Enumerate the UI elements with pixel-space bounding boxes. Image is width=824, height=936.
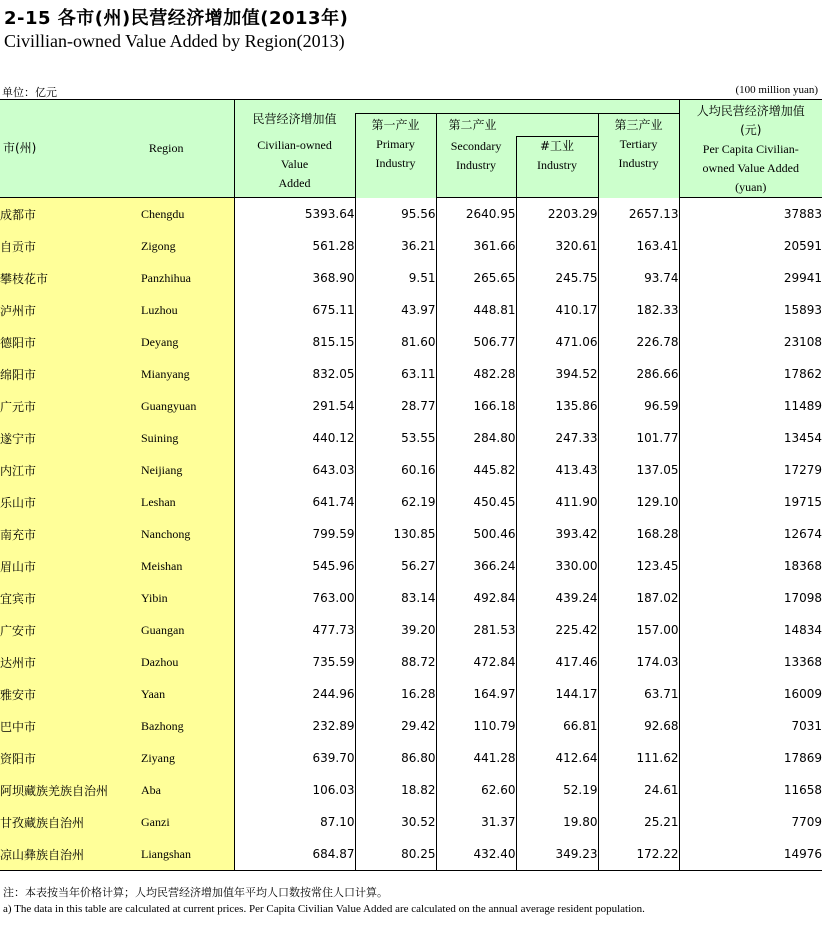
row-region-en: Liangshan [141,838,234,871]
cell-per-capita: 18368 [679,550,822,582]
cell-secondary: 2640.95 [436,198,516,231]
cell-tertiary: 63.71 [598,678,679,710]
header-secondary-en-1: Secondary [450,138,502,153]
cell-total: 232.89 [234,710,355,742]
row-name-cn: 资阳市 [0,742,141,774]
header-percap-cn-2: (元) [740,123,762,137]
cell-per-capita: 29941 [679,262,822,294]
row-name-cn: 阿坝藏族羌族自治州 [0,774,141,806]
cell-primary: 29.42 [355,710,436,742]
row-name-cn: 绵阳市 [0,358,141,390]
cell-secondary: 166.18 [436,390,516,422]
cell-tertiary: 187.02 [598,582,679,614]
cell-per-capita: 14834 [679,614,822,646]
cell-per-capita: 17279 [679,454,822,486]
table-row [0,582,822,614]
cell-secondary: 448.81 [436,294,516,326]
data-table [0,99,822,871]
row-name-cn: 乐山市 [0,486,141,518]
footnote-en: a) The data in this table are calculated at current prices. Per Capita Civilian Value Added are calculated on the annual average resident population. [3,903,645,915]
cell-industry: 394.52 [516,358,598,390]
cell-primary: 80.25 [355,838,436,871]
table-row [0,326,822,358]
cell-per-capita: 12674 [679,518,822,550]
cell-total: 641.74 [234,486,355,518]
cell-primary: 88.72 [355,646,436,678]
header-primary-en-2: Industry [375,156,416,170]
table-row [0,358,822,390]
row-name-cn: 广元市 [0,390,141,422]
row-name-cn: 泸州市 [0,294,141,326]
cell-secondary: 492.84 [436,582,516,614]
cell-per-capita: 13368 [679,646,822,678]
cell-secondary: 445.82 [436,454,516,486]
cell-total: 106.03 [234,774,355,806]
table-row [0,774,822,806]
cell-industry: 410.17 [516,294,598,326]
cell-primary: 130.85 [355,518,436,550]
row-name-cn: 遂宁市 [0,422,141,454]
cell-per-capita: 7709 [679,806,822,838]
cell-primary: 81.60 [355,326,436,358]
cell-secondary: 110.79 [436,710,516,742]
row-region-en: Guangan [141,614,234,646]
cell-industry: 349.23 [516,838,598,871]
header-total-cn: 民营经济增加值 [252,112,337,126]
header-region-en: Region [148,141,184,155]
cell-secondary: 432.40 [436,838,516,871]
cell-tertiary: 168.28 [598,518,679,550]
cell-secondary: 482.28 [436,358,516,390]
cell-tertiary: 101.77 [598,422,679,454]
cell-total: 368.90 [234,262,355,294]
row-region-en: Neijiang [141,454,234,486]
table-row [0,518,822,550]
cell-primary: 18.82 [355,774,436,806]
table-row [0,230,822,262]
cell-industry: 245.75 [516,262,598,294]
cell-secondary: 284.80 [436,422,516,454]
cell-secondary: 506.77 [436,326,516,358]
cell-primary: 43.97 [355,294,436,326]
cell-total: 735.59 [234,646,355,678]
cell-industry: 144.17 [516,678,598,710]
table-row [0,550,822,582]
cell-tertiary: 157.00 [598,614,679,646]
cell-total: 291.54 [234,390,355,422]
row-name-cn: 巴中市 [0,710,141,742]
cell-tertiary: 111.62 [598,742,679,774]
cell-total: 832.05 [234,358,355,390]
cell-per-capita: 11658 [679,774,822,806]
cell-tertiary: 182.33 [598,294,679,326]
cell-total: 87.10 [234,806,355,838]
header-secondary-cn: 第二产业 [448,117,497,132]
table-row [0,454,822,486]
unit-label-en: (100 million yuan) [735,84,818,96]
cell-total: 799.59 [234,518,355,550]
table-row [0,486,822,518]
cell-tertiary: 129.10 [598,486,679,518]
row-region-en: Guangyuan [141,390,234,422]
table-row [0,678,822,710]
cell-primary: 56.27 [355,550,436,582]
row-name-cn: 甘孜藏族自治州 [0,806,141,838]
table-row [0,646,822,678]
cell-total: 5393.64 [234,198,355,231]
cell-total: 440.12 [234,422,355,454]
header-percap-en-1: Per Capita Civilian- [702,142,799,156]
header-secondary-en-2: Industry [456,157,497,172]
table-row [0,742,822,774]
cell-industry: 2203.29 [516,198,598,231]
cell-secondary: 164.97 [436,678,516,710]
header-percap-cn-1: 人均民营经济增加值 [696,104,805,118]
cell-per-capita: 37883 [679,198,822,231]
header-tertiary-en-1: Tertiary [619,137,658,151]
row-region-en: Ganzi [141,806,234,838]
cell-tertiary: 174.03 [598,646,679,678]
header-total-en-1: Civilian-owned [257,138,332,152]
row-region-en: Yibin [141,582,234,614]
cell-secondary: 450.45 [436,486,516,518]
cell-total: 684.87 [234,838,355,871]
page-title-en: Civillian-owned Value Added by Region(2013) [4,31,345,51]
cell-primary: 28.77 [355,390,436,422]
cell-industry: 411.90 [516,486,598,518]
cell-primary: 83.14 [355,582,436,614]
row-name-cn: 达州市 [0,646,141,678]
table-row [0,614,822,646]
cell-tertiary: 96.59 [598,390,679,422]
cell-primary: 9.51 [355,262,436,294]
table-row [0,390,822,422]
row-name-cn: 宜宾市 [0,582,141,614]
cell-primary: 30.52 [355,806,436,838]
cell-tertiary: 172.22 [598,838,679,871]
cell-secondary: 265.65 [436,262,516,294]
row-region-en: Luzhou [141,294,234,326]
cell-secondary: 62.60 [436,774,516,806]
cell-tertiary: 25.21 [598,806,679,838]
row-region-en: Meishan [141,550,234,582]
cell-per-capita: 15893 [679,294,822,326]
cell-total: 643.03 [234,454,355,486]
cell-secondary: 500.46 [436,518,516,550]
cell-per-capita: 7031 [679,710,822,742]
cell-industry: 413.43 [516,454,598,486]
header-tertiary-en-2: Industry [618,156,659,170]
row-region-en: Yaan [141,678,234,710]
unit-label-cn: 单位：亿元 [2,86,57,99]
cell-industry: 439.24 [516,582,598,614]
cell-total: 763.00 [234,582,355,614]
cell-per-capita: 23108 [679,326,822,358]
cell-total: 545.96 [234,550,355,582]
cell-total: 675.11 [234,294,355,326]
cell-industry: 417.46 [516,646,598,678]
table-row [0,710,822,742]
row-region-en: Bazhong [141,710,234,742]
cell-total: 477.73 [234,614,355,646]
cell-primary: 36.21 [355,230,436,262]
table-row [0,806,822,838]
header-percap-en-2: owned Value Added [702,161,799,175]
header-primary-en-1: Primary [376,137,415,151]
table-row [0,262,822,294]
row-region-en: Aba [141,774,234,806]
cell-primary: 60.16 [355,454,436,486]
cell-industry: 225.42 [516,614,598,646]
cell-industry: 66.81 [516,710,598,742]
cell-per-capita: 19715 [679,486,822,518]
cell-industry: 471.06 [516,326,598,358]
row-name-cn: 广安市 [0,614,141,646]
cell-per-capita: 17098 [679,582,822,614]
cell-per-capita: 17862 [679,358,822,390]
row-name-cn: 眉山市 [0,550,141,582]
cell-industry: 330.00 [516,550,598,582]
cell-primary: 86.80 [355,742,436,774]
row-name-cn: 南充市 [0,518,141,550]
cell-secondary: 366.24 [436,550,516,582]
row-region-en: Dazhou [141,646,234,678]
cell-secondary: 31.37 [436,806,516,838]
row-region-en: Nanchong [141,518,234,550]
row-name-cn: 雅安市 [0,678,141,710]
cell-total: 815.15 [234,326,355,358]
cell-per-capita: 16009 [679,678,822,710]
cell-per-capita: 20591 [679,230,822,262]
header-tertiary-cn: 第三产业 [614,118,663,132]
row-name-cn: 内江市 [0,454,141,486]
cell-tertiary: 92.68 [598,710,679,742]
cell-secondary: 361.66 [436,230,516,262]
header-total-en-3: Added [278,176,311,190]
row-name-cn: 凉山彝族自治州 [0,838,141,871]
row-name-cn: 成都市 [0,198,141,231]
header-primary-cn: 第一产业 [371,118,420,132]
cell-industry: 320.61 [516,230,598,262]
row-region-en: Mianyang [141,358,234,390]
cell-secondary: 441.28 [436,742,516,774]
cell-tertiary: 137.05 [598,454,679,486]
table-row [0,198,822,231]
cell-primary: 62.19 [355,486,436,518]
cell-tertiary: 123.45 [598,550,679,582]
cell-industry: 19.80 [516,806,598,838]
header-total-en-2: Value [280,157,309,171]
header-city-cn: 市(州) [3,141,37,155]
row-region-en: Ziyang [141,742,234,774]
cell-total: 561.28 [234,230,355,262]
header-industry-en: Industry [537,158,578,172]
cell-per-capita: 14976 [679,838,822,871]
row-region-en: Suining [141,422,234,454]
cell-tertiary: 226.78 [598,326,679,358]
cell-primary: 95.56 [355,198,436,231]
row-name-cn: 攀枝花市 [0,262,141,294]
cell-per-capita: 13454 [679,422,822,454]
cell-tertiary: 163.41 [598,230,679,262]
table-row [0,294,822,326]
row-name-cn: 德阳市 [0,326,141,358]
row-region-en: Deyang [141,326,234,358]
cell-per-capita: 11489 [679,390,822,422]
cell-tertiary: 24.61 [598,774,679,806]
cell-industry: 412.64 [516,742,598,774]
cell-primary: 63.11 [355,358,436,390]
footnote-cn: 注：本表按当年价格计算；人均民营经济增加值年平均人口数按常住人口计算。 [3,886,388,899]
cell-industry: 52.19 [516,774,598,806]
header-percap-en-3: (yuan) [735,180,767,194]
cell-industry: 247.33 [516,422,598,454]
table-row [0,422,822,454]
cell-tertiary: 2657.13 [598,198,679,231]
table-row [0,838,822,871]
cell-primary: 16.28 [355,678,436,710]
row-region-en: Leshan [141,486,234,518]
cell-secondary: 281.53 [436,614,516,646]
row-name-cn: 自贡市 [0,230,141,262]
cell-per-capita: 17869 [679,742,822,774]
cell-tertiary: 93.74 [598,262,679,294]
cell-industry: 135.86 [516,390,598,422]
page-title-cn: 2-15 各市(州)民营经济增加值(2013年) [4,8,349,29]
cell-total: 639.70 [234,742,355,774]
cell-primary: 53.55 [355,422,436,454]
row-region-en: Chengdu [141,198,234,231]
row-region-en: Zigong [141,230,234,262]
cell-secondary: 472.84 [436,646,516,678]
cell-total: 244.96 [234,678,355,710]
header-industry-cn: #工业 [539,139,575,153]
cell-tertiary: 286.66 [598,358,679,390]
row-region-en: Panzhihua [141,262,234,294]
cell-industry: 393.42 [516,518,598,550]
cell-primary: 39.20 [355,614,436,646]
